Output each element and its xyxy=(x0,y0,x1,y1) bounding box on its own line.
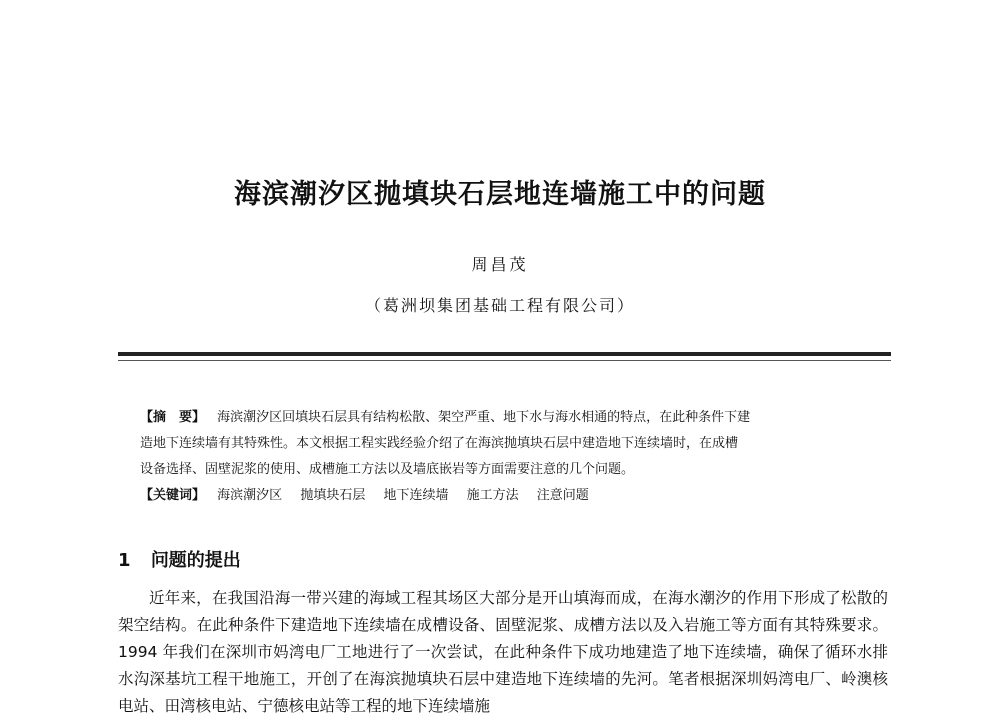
abstract-line xyxy=(140,457,870,483)
keywords-list xyxy=(209,488,603,503)
keyword: 海滨潮汐区 xyxy=(217,488,283,503)
abstract-text: 造地下连续墙有其特殊性。本文根据工程实践经验介绍了在海滨抛填块石层中建造地下连续墙时，在成槽 xyxy=(140,436,739,451)
keyword: 注意问题 xyxy=(536,488,589,503)
header-rule-thin xyxy=(118,360,891,361)
abstract-text: 海滨潮汐区回填块石层具有结构松散、架空严重、地下水与海水相通的特点，在此种条件下建 xyxy=(217,410,751,425)
body-text xyxy=(118,585,888,720)
abstract-line xyxy=(140,431,870,457)
abstract-text: 设备选择、固壁泥浆的使用、成槽施工方法以及墙底嵌岩等方面需要注意的几个问题。 xyxy=(140,462,635,477)
section-number: 1 xyxy=(118,550,131,571)
keyword: 抛填块石层 xyxy=(300,488,366,503)
keywords-label: 【关键词】 xyxy=(140,488,206,503)
author-name: 周昌茂 xyxy=(471,255,529,274)
section-heading xyxy=(118,546,241,572)
body-paragraph: 近年来，在我国沿海一带兴建的海域工程其场区大部分是开山填海而成，在海水潮汐的作用下形成了松散的架空结构。在此种条件下建造地下连续墙在成槽设备、固壁泥浆、成槽方法以及入岩施工等方面有其特殊要求。1994 年我们在深圳市妈湾电厂工地进行了一次尝试，在此种条件下成功地建造了地下连续墙，确保了循环水排水沟深基坑工程干地施工，开创了在海滨抛填块石层中建造地下连续墙的先河。笔者根据深圳妈湾电厂、岭澳核电站、田湾核电站、宁德核电站等工程的地下连续墙施 xyxy=(118,589,888,715)
keywords-line xyxy=(140,483,870,509)
keyword: 地下连续墙 xyxy=(383,488,449,503)
abstract-line xyxy=(140,405,870,431)
section-title: 问题的提出 xyxy=(150,550,241,571)
abstract-label: 【摘 要】 xyxy=(140,410,206,425)
keyword: 施工方法 xyxy=(466,488,519,503)
abstract-block xyxy=(140,405,870,509)
author-affiliation: （葛洲坝集团基础工程有限公司） xyxy=(364,296,635,315)
header-rule-thick xyxy=(118,352,891,356)
paper-title: 海滨潮汐区抛填块石层地连墙施工中的问题 xyxy=(234,179,766,210)
